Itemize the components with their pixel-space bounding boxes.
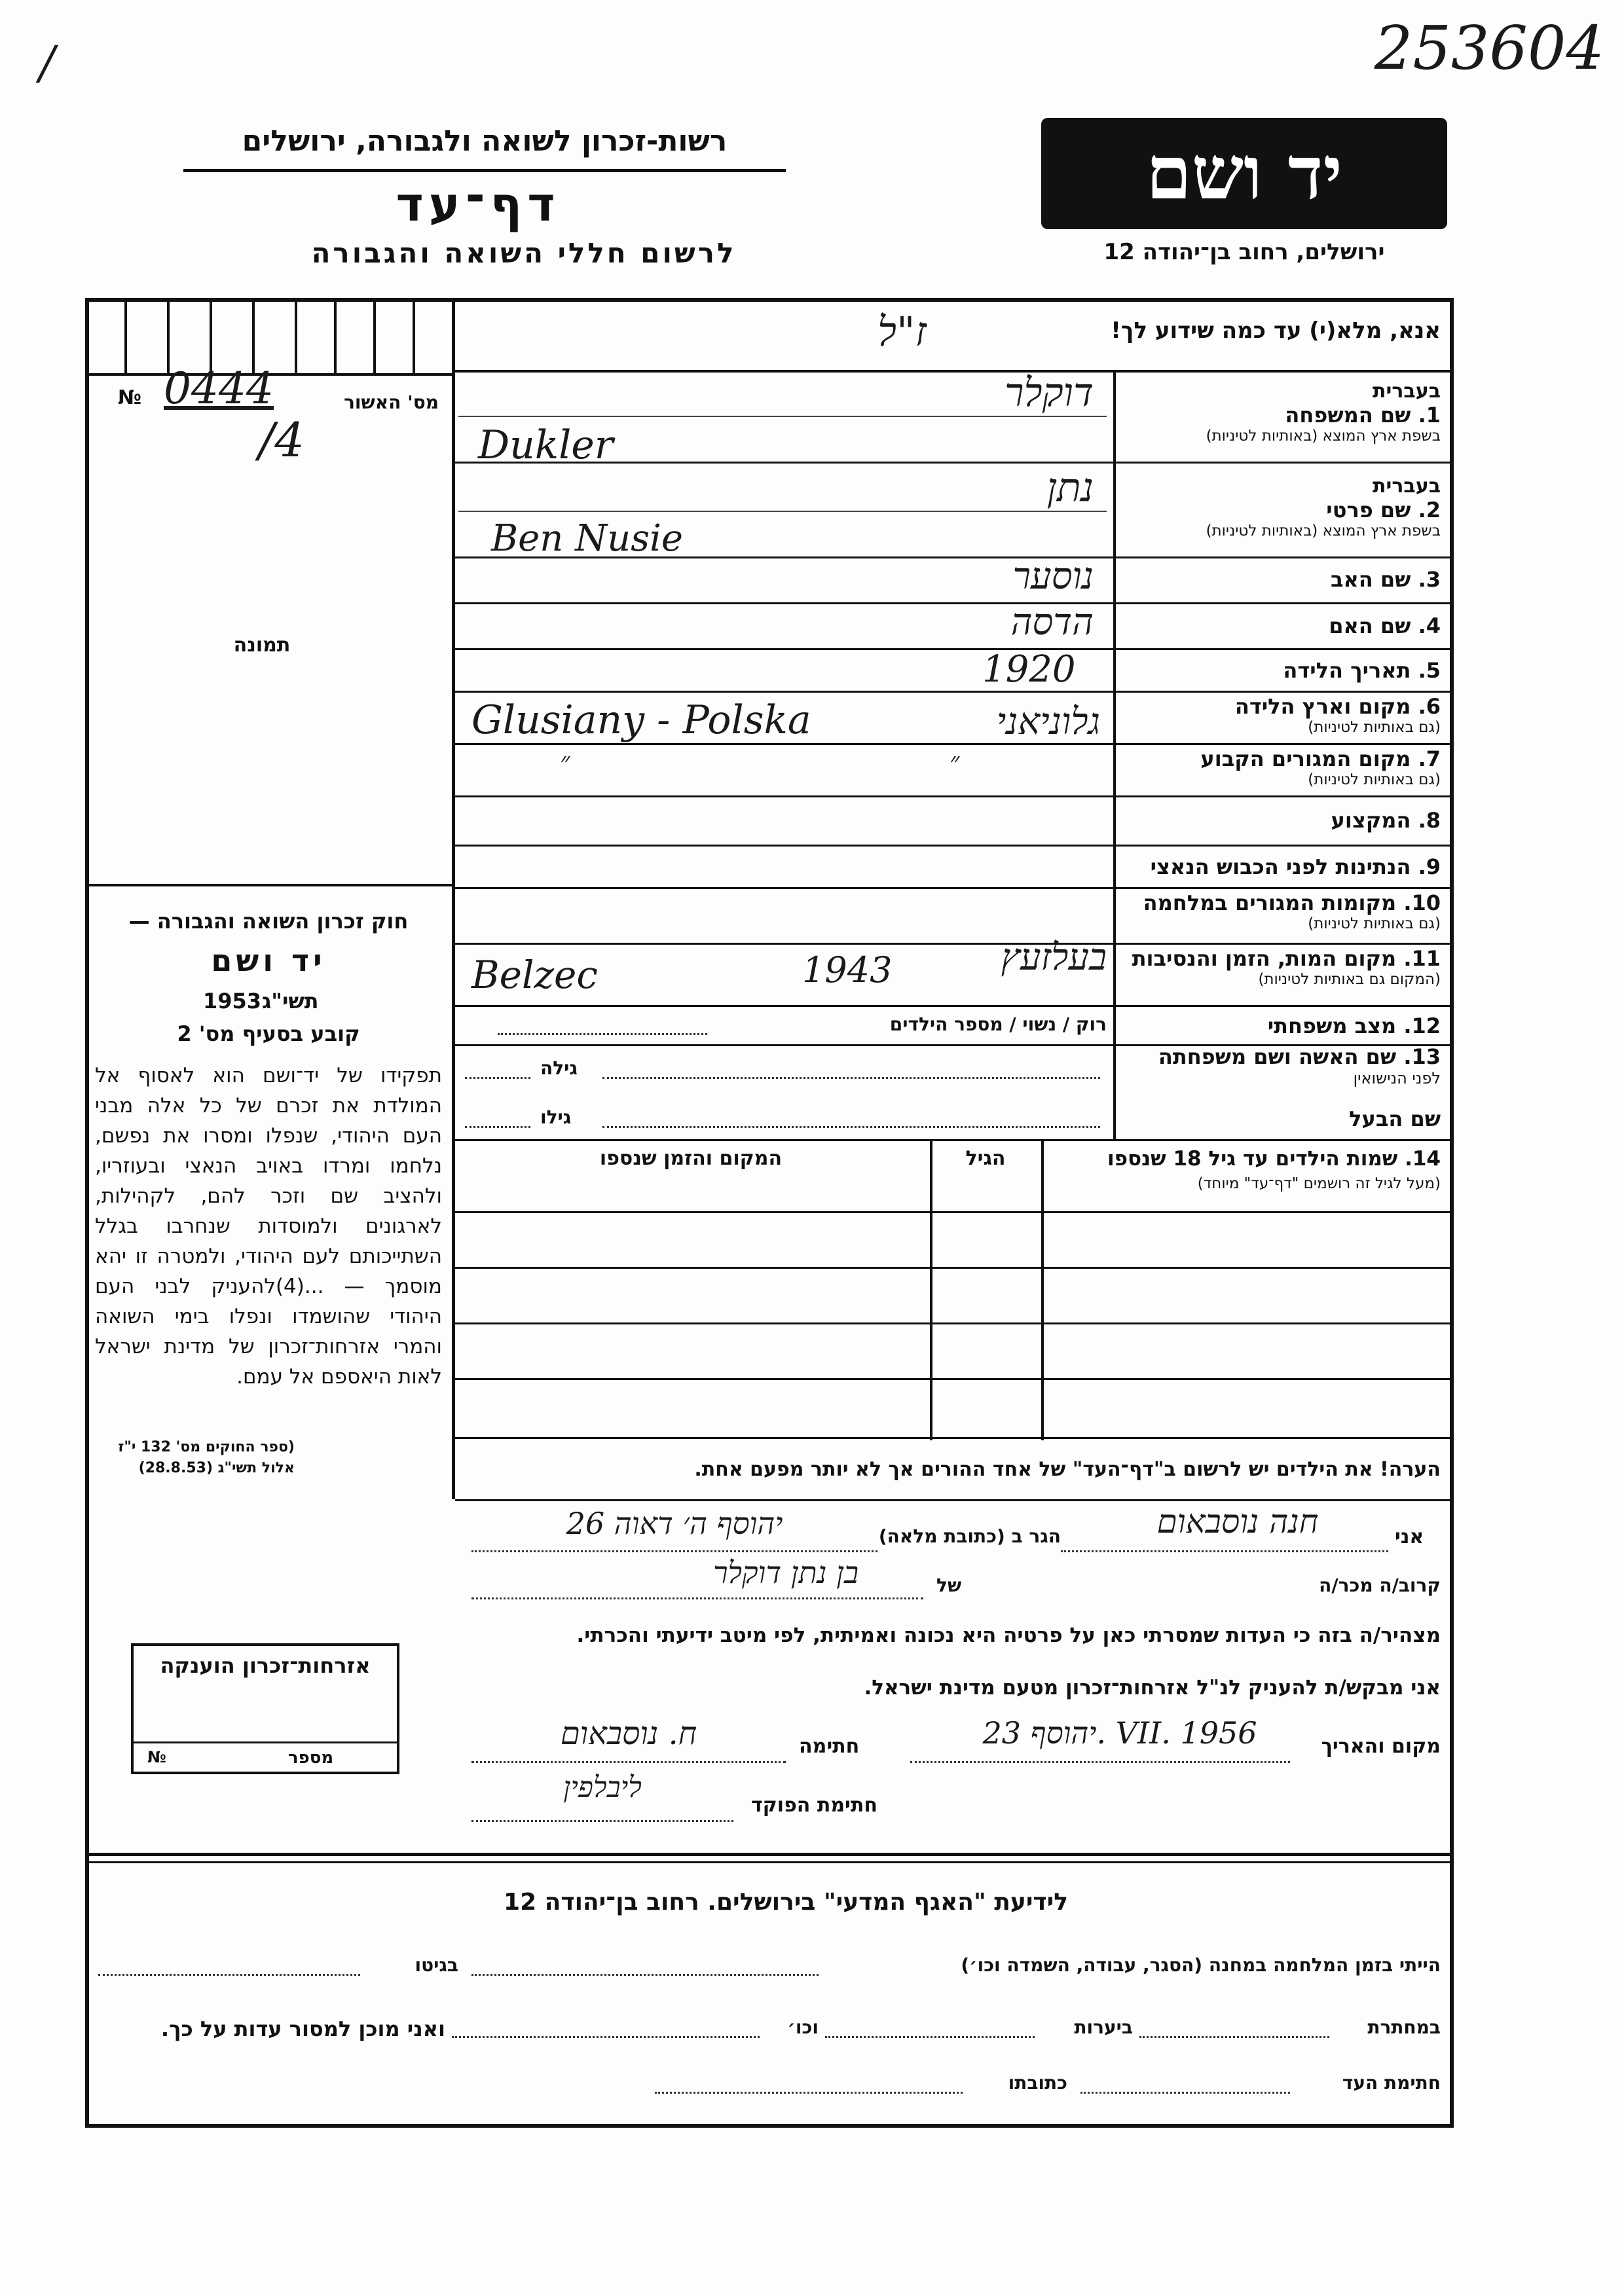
field-11-title: מקום המות, הזמן והנסיבות <box>1132 946 1397 971</box>
footer-line1-a: הייתי בזמן המלחמה במחנה (הסגר, עבודה, השמדה וכו׳) <box>961 1954 1441 1976</box>
label-column-divider <box>1113 370 1116 1139</box>
org-line: רשות-זכרון לשואה ולגבורה, ירושלים <box>242 124 728 158</box>
children-col-age: הגיל <box>965 1147 1006 1170</box>
witness-of-label: של <box>936 1575 962 1596</box>
field-8-label <box>1120 808 1441 833</box>
registration-suffix: /4 <box>259 412 305 467</box>
registration-no-symbol: № <box>118 386 142 409</box>
field-7-number: 7. <box>1418 746 1441 771</box>
law-year: 1953 <box>203 989 262 1013</box>
field-13-number: 13. <box>1403 1044 1441 1069</box>
witness-address-line <box>471 1550 877 1552</box>
top-box-tick <box>373 298 376 373</box>
field-12-options: רוק / נשוי / מספר הילדים <box>889 1013 1107 1035</box>
field-1-sub: בשפת ארץ המוצא (באותיות לטיניות) <box>1206 428 1441 445</box>
field-8-number: 8. <box>1418 808 1441 833</box>
field-12-title: מצב משפחתי <box>1267 1013 1397 1038</box>
witness-place-date-line <box>910 1761 1290 1763</box>
witness-signature-label: חתימה <box>799 1735 860 1758</box>
field-9-label <box>1120 854 1441 879</box>
witness-relative-label: קרוב/ה מכר/ה <box>1319 1575 1441 1596</box>
law-section: קובע בסעיף מס' 2 <box>177 1021 360 1046</box>
law-source: (ספר החוקים מס' 132 י"ז אלול תשי"ג (28.8.53) <box>118 1439 295 1476</box>
footer-line2-field-2 <box>825 2036 1035 2038</box>
footer-line3-field-2 <box>655 2092 963 2094</box>
field-2-tag: בעברית <box>1373 475 1441 498</box>
children-row-line <box>455 1211 1454 1213</box>
children-number: 14. <box>1405 1147 1441 1171</box>
form-subtitle: לרשום חללי השואה והגבורה <box>311 237 737 269</box>
children-row-line <box>455 1437 1454 1439</box>
field-13-label <box>1120 1044 1441 1087</box>
left-corner-mark: / <box>39 36 55 90</box>
children-row-line <box>455 1322 1454 1324</box>
top-box-tick <box>252 298 255 373</box>
field-2-sub: בשפת ארץ המוצא (באותיות לטיניות) <box>1206 522 1441 539</box>
header-address: ירושלים, רחוב בן־יהודה 12 <box>1103 239 1385 265</box>
field-5-title: תאריך הלידה <box>1283 658 1411 683</box>
official-signature-label: חתימת הפוקד <box>751 1794 877 1817</box>
witness-name-line <box>1061 1550 1388 1552</box>
field-6-title: מקום וארץ הלידה <box>1234 694 1411 719</box>
footer-line2-a: במחתרת <box>1367 2016 1441 2038</box>
official-signature: ליבלפין <box>563 1771 642 1804</box>
witness-place-date: יהוסף 23. VII. 1956 <box>982 1715 1257 1751</box>
children-row-line <box>455 1267 1454 1269</box>
footer-line2-d: ואני מוכן למסור עדות על כך. <box>160 2016 445 2041</box>
witness-lives-label: הגר ב (כתובת מלאה) <box>878 1525 1061 1547</box>
field-12-label <box>1120 1013 1441 1038</box>
children-col-place: המקום והזמן שנספו <box>599 1147 783 1170</box>
left-column-divider <box>452 298 455 1499</box>
field-13-age-label: גילה <box>540 1057 578 1079</box>
field-11-sub: (המקום גם באותיות לטיניות) <box>1258 971 1441 988</box>
field-2-latin-value: Ben Nusie <box>491 517 684 560</box>
field-3-title: שם האב <box>1330 567 1411 592</box>
field-7-sub: (גם באותיות לטיניות) <box>1308 771 1441 788</box>
row-line <box>452 1005 1454 1007</box>
footer-line3-field-1 <box>1080 2092 1290 2094</box>
footer-title: לידיעת "האגף המדעי" בירושלים. רחוב בן־יהודה 12 <box>504 1889 1068 1916</box>
form-title: דף־עד <box>396 177 561 232</box>
children-col-divider-2 <box>930 1139 932 1440</box>
witness-address: יהוסף ה׳ דאוה 26 <box>566 1506 783 1541</box>
row-line <box>452 845 1454 847</box>
law-name: יד ושם <box>211 943 326 978</box>
footer-line1-b: בגיטו <box>415 1954 458 1976</box>
yad-vashem-logo <box>1041 118 1447 229</box>
field-5-label <box>1120 658 1441 683</box>
field-2-number: 2. <box>1418 498 1441 522</box>
children-label <box>1048 1147 1441 1171</box>
field-7-label <box>1120 746 1441 788</box>
footer-line3-b: כתובתו <box>1008 2072 1067 2094</box>
field-1-tag: בעברית <box>1373 380 1441 403</box>
intro-handwritten: ז"ל <box>877 308 927 355</box>
row-line <box>452 743 1454 745</box>
logo-text: יד ושם <box>1145 130 1343 216</box>
field-10-title: מקומות המגורים במלחמה <box>1143 890 1397 915</box>
citizenship-no-symbol: № <box>147 1748 166 1766</box>
field-6-latin-value: Glusiany - Polska <box>471 697 811 743</box>
footer-line1-end <box>98 1974 360 1976</box>
field-13-title: שם האשה ושם משפחתה <box>1158 1044 1397 1069</box>
husband-age-label: גילו <box>540 1106 572 1128</box>
law-year-hebrew: תשי"ג <box>262 989 319 1013</box>
official-signature-line <box>471 1820 733 1822</box>
field-4-number: 4. <box>1418 613 1441 638</box>
field-4-label <box>1120 613 1441 638</box>
field-4-title: שם האם <box>1329 613 1411 638</box>
field-11-latin-value: Belzec <box>471 953 598 997</box>
footer-line2-b: ביערות <box>1074 2016 1133 2038</box>
field-3-value: נוסער <box>1012 555 1094 598</box>
citizenship-title: אזרחות־זכרון הוענקה <box>160 1653 371 1678</box>
field-10-number: 10. <box>1403 890 1441 915</box>
field-10-label <box>1120 890 1441 932</box>
witness-declare: מצהיר/ה בזה כי העדות שמסרתי כאן על פרטיה היא נכונה ואמיתית, לפי מיטב ידיעתי והכרתי. <box>576 1624 1441 1647</box>
archive-number: 253604 <box>1374 13 1604 83</box>
field-11-year-value: 1943 <box>802 949 893 991</box>
husband-line <box>602 1126 1100 1128</box>
husband-age-line <box>465 1126 530 1128</box>
witness-signature-line <box>471 1761 786 1763</box>
org-underline <box>183 169 786 172</box>
witness-request: אני מבקש/ת להעניק לנ"ל אזרחות־זכרון מטעם מדינת ישראל. <box>864 1676 1441 1700</box>
footer-line3-a: חתימת העד <box>1342 2072 1441 2094</box>
top-box-tick <box>334 298 337 373</box>
photo-label: תמונה <box>233 634 291 657</box>
footer-line2-c: וכו׳ <box>787 2016 819 2038</box>
top-box-tick <box>210 298 212 373</box>
field-13-sub: לפני הנישואין <box>1353 1069 1441 1087</box>
field-4-value: הדסה <box>1010 601 1094 644</box>
children-col-divider-1 <box>1041 1139 1044 1440</box>
field-11-number: 11. <box>1403 946 1441 971</box>
row-line <box>452 691 1454 693</box>
husband-label: שם הבעל <box>1349 1106 1441 1131</box>
intro-instruction: אנא, מלא(י) עד כמה שידוע לך! <box>1111 318 1441 344</box>
field-10-sub: (גם באותיות לטיניות) <box>1308 915 1441 932</box>
citizenship-number-label: מספר <box>288 1748 334 1768</box>
top-box-tick <box>413 298 415 373</box>
top-box-tick <box>295 298 297 373</box>
top-box-tick <box>167 298 170 373</box>
law-divider <box>85 884 452 886</box>
field-12-number: 12. <box>1403 1013 1441 1038</box>
field-12-line <box>498 1033 707 1035</box>
witness-relation: בן נתן דוקלר <box>712 1555 859 1590</box>
field-1-latin-value: Dukler <box>478 422 614 468</box>
field-1-number: 1. <box>1418 403 1441 428</box>
field-6-sub: (גם באותיות לטיניות) <box>1308 719 1441 736</box>
sub-line <box>458 416 1107 417</box>
field-3-number: 3. <box>1418 567 1441 592</box>
field-1-label <box>1120 380 1441 445</box>
witness-place-date-label: מקום והאריך <box>1321 1735 1441 1758</box>
law-title: חוק זכרון השואה והגבורה — <box>128 909 409 934</box>
witness-signature: ח. נוסבאום <box>560 1715 697 1752</box>
field-2-hebrew-value: נתן <box>1046 465 1094 511</box>
field-2-label <box>1120 475 1441 539</box>
field-5-number: 5. <box>1418 658 1441 683</box>
citizenship-box-line <box>131 1741 399 1743</box>
field-9-number: 9. <box>1418 854 1441 879</box>
top-box-tick <box>124 298 127 373</box>
footer-line2-field-3 <box>452 2036 760 2038</box>
field-7-title: מקום המגורים הקבוע <box>1200 746 1411 771</box>
field-13-age-line <box>465 1077 530 1079</box>
field-11-label <box>1120 946 1441 988</box>
sub-line <box>458 511 1107 512</box>
children-sub: (מעל לגיל זה רושמים "דף־עד" מיוחד) <box>1197 1175 1441 1192</box>
note-line <box>455 1499 1454 1501</box>
footer-line1-field <box>471 1974 819 1976</box>
note-text: הערה! את הילדים יש לרשום ב"דף־העד" של אחד ההורים אך לא יותר מפעם אחת. <box>694 1458 1441 1481</box>
row-line <box>452 795 1454 797</box>
field-1-hebrew-value: דוקלר <box>1005 370 1094 416</box>
row-line <box>452 648 1454 650</box>
children-row-line <box>455 1378 1454 1380</box>
field-3-label <box>1120 567 1441 592</box>
footer-separator-1 <box>85 1853 1454 1856</box>
row-line <box>452 887 1454 889</box>
field-2-title: שם פרטי <box>1326 498 1411 522</box>
field-5-value: 1920 <box>982 648 1076 691</box>
field-13-line <box>602 1077 1100 1079</box>
children-title: שמות הילדים עד גיל 18 שנספו <box>1107 1147 1398 1171</box>
footer-separator-2 <box>85 1861 1454 1863</box>
field-6-hebrew-value: גלוניאני <box>996 701 1100 743</box>
field-11-hebrew-value: בעלזעץ <box>1001 936 1107 979</box>
field-6-number: 6. <box>1418 694 1441 719</box>
field-7-latin-value: ״ <box>560 747 570 777</box>
witness-name: חנה נוסבאום <box>1156 1503 1319 1540</box>
field-9-title: הנתינות לפני הכבוש הנאצי <box>1150 854 1411 879</box>
field-1-title: שם המשפחה <box>1285 403 1411 428</box>
field-8-title: המקצוע <box>1331 808 1411 833</box>
witness-relation-line <box>471 1597 923 1599</box>
witness-i-label: אני <box>1395 1525 1424 1548</box>
footer-line2-field-1 <box>1139 2036 1329 2038</box>
registration-label: מס' האשור <box>344 392 439 413</box>
row-line <box>452 1139 1454 1141</box>
field-6-label <box>1120 694 1441 736</box>
field-7-hebrew-value: ״ <box>950 747 960 777</box>
registration-value: 0444 <box>164 363 274 414</box>
law-body: תפקידו של יד־ושם הוא לאסוף אל המולדת את זכרם של כל אלה מבני העם היהודי, שנפלו ומסרו את נפשם, נלחמו ומרדו באויב הנאצי ובעוזריו, ולהציב שם וזכר להם, לקהילות, לארגונים ולמוסדות שנחרבו בגלל השתייכותם לעם היהודי, ולמטרה זו יהא מוסמך — ...(4)להעניק לבני העם היהודי שהושמדו ונפלו בימי השואה והמרי אזרחות־זכרון של מדינת ישראל לאות היאספם אל עמם. <box>95 1064 442 1389</box>
